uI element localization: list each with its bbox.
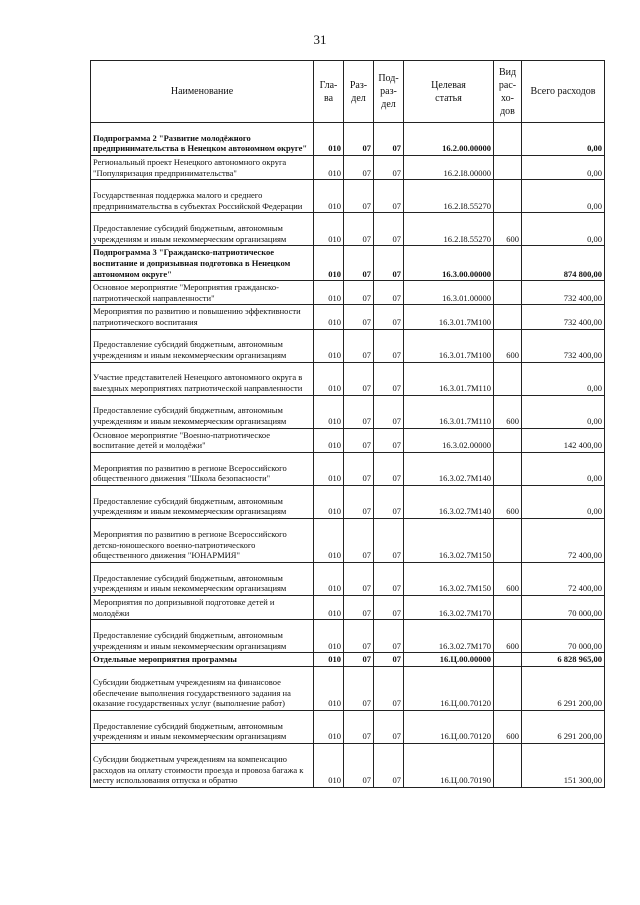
row-glava: 010 [314, 485, 344, 518]
row-target-article: 16.2.I8.55270 [404, 180, 494, 213]
row-name: Субсидии бюджетным учреждениям на финансовое обеспечение выполнения государственного задания на оказание государственных услуг (выполнение работ) [91, 666, 314, 710]
row-razdel: 07 [344, 428, 374, 452]
row-total: 142 400,00 [522, 428, 605, 452]
row-podrazdel: 07 [374, 305, 404, 329]
row-podrazdel: 07 [374, 213, 404, 246]
row-expense-type [494, 246, 522, 281]
row-expense-type: 600 [494, 710, 522, 743]
row-razdel: 07 [344, 666, 374, 710]
table-row [91, 123, 605, 156]
row-total: 70 000,00 [522, 595, 605, 619]
row-total: 0,00 [522, 395, 605, 428]
row-glava: 010 [314, 156, 344, 180]
row-target-article: 16.3.01.7M100 [404, 305, 494, 329]
row-total: 70 000,00 [522, 620, 605, 653]
row-name: Мероприятия по развитию в регионе Всероссийского общественного движения "Школа безопасности" [91, 452, 314, 485]
table-row [91, 246, 605, 281]
row-target-article: 16.2.I8.00000 [404, 156, 494, 180]
row-name: Основное мероприятие "Военно-патриотическое воспитание детей и молодёжи" [91, 428, 314, 452]
row-podrazdel: 07 [374, 329, 404, 362]
row-glava: 010 [314, 362, 344, 395]
table-row [91, 362, 605, 395]
row-razdel: 07 [344, 156, 374, 180]
row-total: 0,00 [522, 452, 605, 485]
row-expense-type: 600 [494, 329, 522, 362]
row-expense-type [494, 666, 522, 710]
row-target-article: 16.3.01.7M100 [404, 329, 494, 362]
row-glava: 010 [314, 305, 344, 329]
row-target-article: 16.3.01.7M110 [404, 395, 494, 428]
row-name: Предоставление субсидий бюджетным, автономным учреждениям и иным некоммерческим организациям [91, 562, 314, 595]
row-razdel: 07 [344, 595, 374, 619]
row-total: 0,00 [522, 213, 605, 246]
table-row [91, 428, 605, 452]
row-target-article: 16.3.02.7M140 [404, 485, 494, 518]
row-target-article: 16.Ц.00.70120 [404, 666, 494, 710]
row-expense-type [494, 595, 522, 619]
row-name: Подпрограмма 3 "Гражданско-патриотическое воспитание и допризывная подготовка в Ненецком автономном округе" [91, 246, 314, 281]
table-row [91, 156, 605, 180]
row-total: 72 400,00 [522, 562, 605, 595]
row-name: Мероприятия по развитию и повышению эффективности патриотического воспитания [91, 305, 314, 329]
row-name: Государственная поддержка малого и среднего предпринимательства в субъектах Российской Федерации [91, 180, 314, 213]
row-expense-type [494, 428, 522, 452]
row-name: Региональный проект Ненецкого автономного округа "Популяризация предпринимательства" [91, 156, 314, 180]
row-razdel: 07 [344, 180, 374, 213]
row-total: 874 800,00 [522, 246, 605, 281]
row-podrazdel: 07 [374, 666, 404, 710]
row-glava: 010 [314, 620, 344, 653]
row-podrazdel: 07 [374, 281, 404, 305]
row-target-article: 16.3.02.7M170 [404, 595, 494, 619]
table-row [91, 653, 605, 667]
row-total: 732 400,00 [522, 329, 605, 362]
row-razdel: 07 [344, 620, 374, 653]
row-name: Предоставление субсидий бюджетным, автономным учреждениям и иным некоммерческим организациям [91, 213, 314, 246]
row-expense-type [494, 281, 522, 305]
row-name: Предоставление субсидий бюджетным, автономным учреждениям и иным некоммерческим организациям [91, 710, 314, 743]
row-total: 732 400,00 [522, 305, 605, 329]
row-razdel: 07 [344, 562, 374, 595]
row-target-article: 16.3.02.7M150 [404, 562, 494, 595]
row-podrazdel: 07 [374, 743, 404, 787]
row-glava: 010 [314, 562, 344, 595]
row-expense-type [494, 123, 522, 156]
row-podrazdel: 07 [374, 362, 404, 395]
row-razdel: 07 [344, 653, 374, 667]
row-podrazdel: 07 [374, 156, 404, 180]
row-expense-type [494, 743, 522, 787]
row-expense-type [494, 518, 522, 562]
table-row [91, 562, 605, 595]
row-total: 732 400,00 [522, 281, 605, 305]
table-row [91, 485, 605, 518]
row-expense-type: 600 [494, 395, 522, 428]
row-total: 72 400,00 [522, 518, 605, 562]
row-total: 6 291 200,00 [522, 710, 605, 743]
row-name: Субсидии бюджетным учреждениям на компенсацию расходов на оплату стоимости проезда и провоза багажа к месту использования отпуска и обратно [91, 743, 314, 787]
row-target-article: 16.Ц.00.70120 [404, 710, 494, 743]
row-glava: 010 [314, 395, 344, 428]
row-name: Основное мероприятие "Мероприятия гражданско-патриотической направленности" [91, 281, 314, 305]
row-target-article: 16.2.00.00000 [404, 123, 494, 156]
row-podrazdel: 07 [374, 562, 404, 595]
row-total: 0,00 [522, 485, 605, 518]
header-name: Наименование [91, 61, 314, 123]
row-name: Подпрограмма 2 "Развитие молодёжного предпринимательства в Ненецком автономном округе" [91, 123, 314, 156]
row-glava: 010 [314, 452, 344, 485]
header-total: Всего расходов [522, 61, 605, 123]
header-glava: Гла- ва [314, 61, 344, 123]
table-row [91, 329, 605, 362]
row-total: 6 291 200,00 [522, 666, 605, 710]
row-glava: 010 [314, 518, 344, 562]
table-row [91, 180, 605, 213]
table-row [91, 743, 605, 787]
row-target-article: 16.Ц.00.70190 [404, 743, 494, 787]
row-total: 6 828 965,00 [522, 653, 605, 667]
row-glava: 010 [314, 180, 344, 213]
row-name: Участие представителей Ненецкого автономного округа в выездных мероприятиях патриотической направленности [91, 362, 314, 395]
row-expense-type [494, 653, 522, 667]
row-glava: 010 [314, 246, 344, 281]
row-expense-type [494, 180, 522, 213]
row-name: Отдельные мероприятия программы [91, 653, 314, 667]
row-razdel: 07 [344, 362, 374, 395]
row-razdel: 07 [344, 281, 374, 305]
row-name: Мероприятия по допризывной подготовке детей и молодёжи [91, 595, 314, 619]
row-name: Предоставление субсидий бюджетным, автономным учреждениям и иным некоммерческим организациям [91, 329, 314, 362]
row-podrazdel: 07 [374, 452, 404, 485]
row-razdel: 07 [344, 452, 374, 485]
row-target-article: 16.3.01.7M110 [404, 362, 494, 395]
table-row [91, 395, 605, 428]
row-target-article: 16.3.00.00000 [404, 246, 494, 281]
row-razdel: 07 [344, 305, 374, 329]
row-glava: 010 [314, 595, 344, 619]
expenditure-table [90, 60, 605, 788]
table-row [91, 620, 605, 653]
row-target-article: 16.3.02.7M140 [404, 452, 494, 485]
table-row [91, 213, 605, 246]
row-podrazdel: 07 [374, 620, 404, 653]
row-razdel: 07 [344, 246, 374, 281]
row-glava: 010 [314, 743, 344, 787]
row-expense-type: 600 [494, 562, 522, 595]
row-target-article: 16.Ц.00.00000 [404, 653, 494, 667]
row-razdel: 07 [344, 485, 374, 518]
row-expense-type: 600 [494, 485, 522, 518]
row-total: 0,00 [522, 180, 605, 213]
row-podrazdel: 07 [374, 428, 404, 452]
row-name: Предоставление субсидий бюджетным, автономным учреждениям и иным некоммерческим организациям [91, 395, 314, 428]
row-podrazdel: 07 [374, 518, 404, 562]
row-razdel: 07 [344, 710, 374, 743]
header-expense-type: Вид рас- хо- дов [494, 61, 522, 123]
row-total: 0,00 [522, 156, 605, 180]
row-name: Мероприятия по развитию в регионе Всероссийского детско-юношеского военно-патриотического общественного движения "ЮНАРМИЯ" [91, 518, 314, 562]
row-total: 0,00 [522, 123, 605, 156]
row-razdel: 07 [344, 329, 374, 362]
row-glava: 010 [314, 213, 344, 246]
row-expense-type [494, 452, 522, 485]
table-row [91, 305, 605, 329]
row-expense-type: 600 [494, 213, 522, 246]
page-number: 31 [313, 32, 327, 47]
table-row [91, 518, 605, 562]
row-razdel: 07 [344, 123, 374, 156]
row-podrazdel: 07 [374, 595, 404, 619]
table-row [91, 710, 605, 743]
table-row [91, 281, 605, 305]
row-glava: 010 [314, 281, 344, 305]
row-razdel: 07 [344, 743, 374, 787]
header-podrazdel: Под- раз- дел [374, 61, 404, 123]
header-target-article: Целевая статья [404, 61, 494, 123]
row-podrazdel: 07 [374, 395, 404, 428]
row-glava: 010 [314, 653, 344, 667]
row-glava: 010 [314, 123, 344, 156]
row-podrazdel: 07 [374, 123, 404, 156]
row-target-article: 16.3.01.00000 [404, 281, 494, 305]
row-target-article: 16.2.I8.55270 [404, 213, 494, 246]
row-glava: 010 [314, 710, 344, 743]
row-podrazdel: 07 [374, 485, 404, 518]
row-expense-type: 600 [494, 620, 522, 653]
header-razdel: Раз- дел [344, 61, 374, 123]
row-expense-type [494, 156, 522, 180]
row-total: 0,00 [522, 362, 605, 395]
row-podrazdel: 07 [374, 710, 404, 743]
table-header-row [91, 61, 605, 123]
row-target-article: 16.3.02.00000 [404, 428, 494, 452]
row-glava: 010 [314, 666, 344, 710]
row-razdel: 07 [344, 518, 374, 562]
row-target-article: 16.3.02.7M150 [404, 518, 494, 562]
row-razdel: 07 [344, 213, 374, 246]
table-row [91, 452, 605, 485]
row-glava: 010 [314, 428, 344, 452]
row-name: Предоставление субсидий бюджетным, автономным учреждениям и иным некоммерческим организациям [91, 485, 314, 518]
row-podrazdel: 07 [374, 653, 404, 667]
row-expense-type [494, 305, 522, 329]
row-razdel: 07 [344, 395, 374, 428]
row-podrazdel: 07 [374, 246, 404, 281]
table-row [91, 595, 605, 619]
row-target-article: 16.3.02.7M170 [404, 620, 494, 653]
row-name: Предоставление субсидий бюджетным, автономным учреждениям и иным некоммерческим организациям [91, 620, 314, 653]
table-row [91, 666, 605, 710]
row-total: 151 300,00 [522, 743, 605, 787]
row-podrazdel: 07 [374, 180, 404, 213]
row-expense-type [494, 362, 522, 395]
row-glava: 010 [314, 329, 344, 362]
